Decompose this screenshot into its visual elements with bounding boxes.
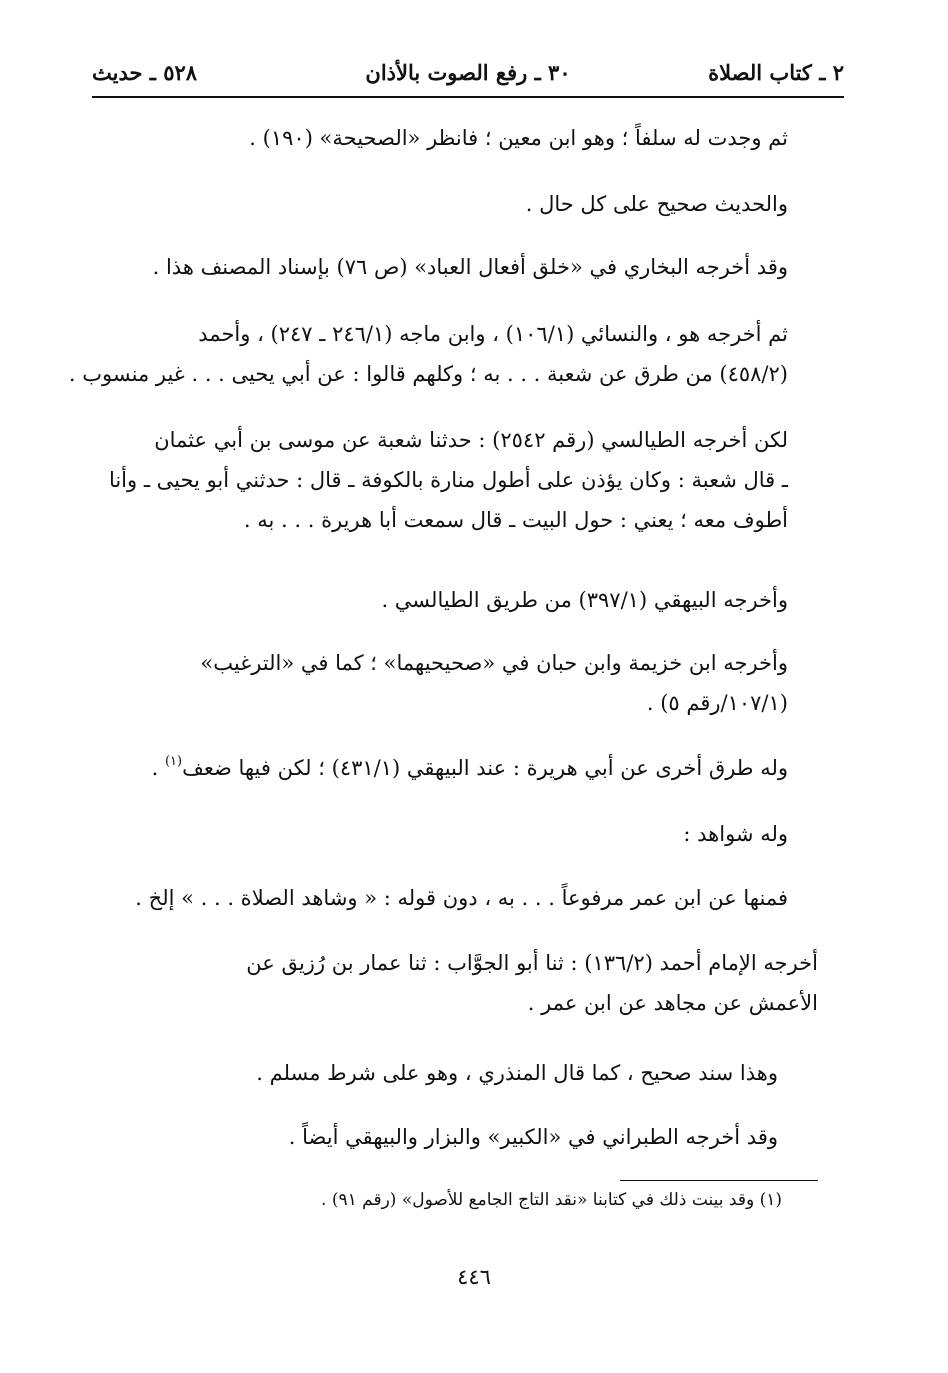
- text-segment: وله طرق أخرى عن أبي هريرة : عند البيهقي (٤٣١/١) ؛ لكن فيها ضعف: [182, 756, 788, 780]
- paragraph-3: [88, 247, 788, 287]
- running-header: [92, 60, 844, 96]
- footnote-reference: (١): [164, 754, 183, 769]
- paragraph-9: [168, 814, 788, 854]
- text-line: وقد أخرجه البخاري في «خلق أفعال العباد» (ص ٧٦) بإسناد المصنف هذا .: [152, 255, 788, 279]
- page-number: ٤٤٦: [457, 1265, 491, 1289]
- paragraph-6: [168, 580, 788, 620]
- paragraph-10: [88, 878, 788, 918]
- text-line: الأعمش عن مجاهد عن ابن عمر .: [527, 991, 818, 1015]
- header-divider: [92, 96, 844, 98]
- header-book-title: ٢ ـ كتاب الصلاة: [708, 60, 844, 85]
- text-line: ثم وجدت له سلفاً ؛ وهو ابن معين ؛ فانظر «الصحيحة» (١٩٠) .: [249, 126, 788, 150]
- paragraph-8: [88, 748, 788, 788]
- text-line: وهذا سند صحيح ، كما قال المنذري ، وهو على شرط مسلم .: [256, 1061, 778, 1085]
- text-line: فمنها عن ابن عمر مرفوعاً . . . به ، دون قوله : « وشاهد الصلاة . . . » إلخ .: [135, 886, 788, 910]
- text-line: ثم أخرجه هو ، والنسائي (١٠٦/١) ، وابن ماجه (٢٤٦/١ ـ ٢٤٧) ، وأحمد: [198, 322, 788, 346]
- paragraph-5: [88, 420, 788, 540]
- paragraph-2: [168, 184, 788, 224]
- footnote-divider: [620, 1180, 818, 1181]
- paragraph-12: [158, 1053, 778, 1093]
- text-line: وأخرجه البيهقي (٣٩٧/١) من طريق الطيالسي .: [381, 588, 788, 612]
- text-line: (١٠٧/١/رقم ٥) .: [646, 691, 788, 715]
- paragraph-1: [168, 118, 788, 158]
- paragraph-13: [158, 1117, 778, 1157]
- footnote: (١) وقد بينت ذلك في كتابنا «نقد التاج الجامع للأصول» (رقم ٩١) .: [321, 1190, 782, 1210]
- header-chapter-title: ٣٠ ـ رفع الصوت بالأذان: [365, 60, 571, 85]
- text-line: (٤٥٨/٢) من طرق عن شعبة . . . به ؛ وكلهم قالوا : عن أبي يحيى . . . غير منسوب .: [68, 362, 788, 386]
- text-line: لكن أخرجه الطيالسي (رقم ٢٥٤٢) : حدثنا شعبة عن موسى بن أبي عثمان: [154, 428, 788, 452]
- text-segment: .: [151, 756, 165, 780]
- text-line: وله شواهد :: [683, 822, 788, 846]
- paragraph-7: [88, 643, 788, 723]
- text-line: وقد أخرجه الطبراني في «الكبير» والبزار والبيهقي أيضاً .: [288, 1125, 778, 1149]
- text-line: أطوف معه ؛ يعني : حول البيت ـ قال سمعت أبا هريرة . . . به .: [243, 508, 788, 532]
- paragraph-4: [68, 314, 788, 394]
- text-line: أخرجه الإمام أحمد (١٣٦/٢) : ثنا أبو الجوَّاب : ثنا عمار بن رُزيق عن: [246, 951, 818, 975]
- header-hadith-number: ٥٢٨ ـ حديث: [92, 60, 198, 85]
- text-line: ـ قال شعبة : وكان يؤذن على أطول منارة بالكوفة ـ قال : حدثني أبو يحيى ـ وأنا: [108, 468, 788, 492]
- text-line: [88, 748, 788, 788]
- text-line: والحديث صحيح على كل حال .: [525, 192, 788, 216]
- paragraph-11: [88, 943, 818, 1023]
- text-line: وأخرجه ابن خزيمة وابن حبان في «صحيحيهما» ؛ كما في «الترغيب»: [200, 651, 788, 675]
